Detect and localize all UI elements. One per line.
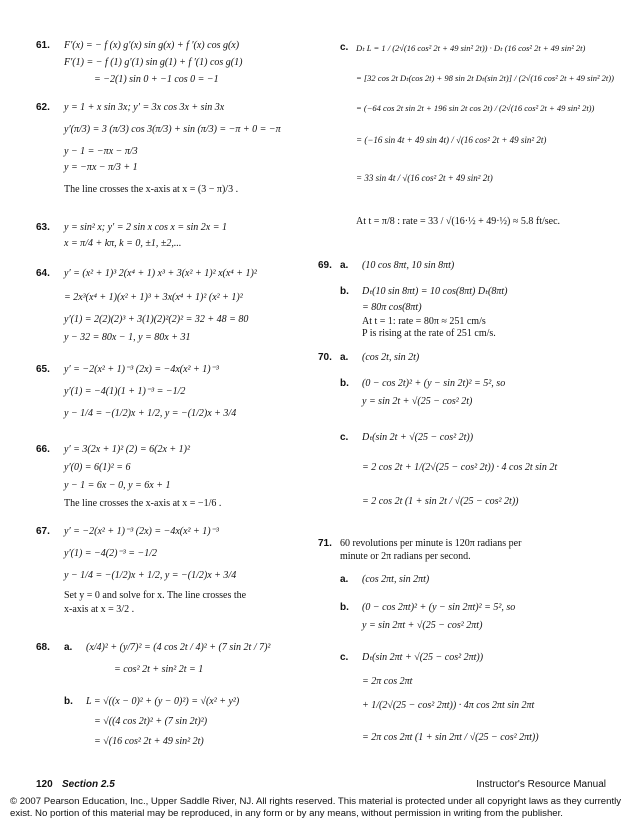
equation-line: F′(1) = − f (1) g′(1) sin g(1) + f ′(1) cos g(1) xyxy=(64,57,243,68)
equation-line: + 1/(2√(25 − cos² 2πt)) · 4π cos 2πt sin 2πt xyxy=(362,700,535,711)
equation-line: y − 1/4 = −(1/2)x + 1/2, y = −(1/2)x + 3/4 xyxy=(64,408,237,419)
text-line: Set y = 0 and solve for x. The line crosses the xyxy=(64,590,247,601)
problem-number: 63. xyxy=(36,222,50,233)
equation-line: = (−64 cos 2t sin 2t + 196 sin 2t cos 2t) / (2√(16 cos² 2t + 49 sin² 2t)) xyxy=(356,103,595,113)
page-number: 120 xyxy=(36,779,53,790)
equation-line: (x/4)² + (y/7)² = (4 cos 2t / 4)² + (7 sin 2t / 7)² xyxy=(86,642,271,653)
text-line: At t = π/8 : rate = 33 / √(16·½ + 49·½) ≈ 5.8 ft/sec. xyxy=(356,216,561,227)
problem-68 xyxy=(36,636,314,756)
subpart-label: b. xyxy=(340,602,349,613)
equation-line: y = sin 2t + √(25 − cos² 2t) xyxy=(362,396,473,407)
equation-line: y − 1 = 6x − 0, y = 6x + 1 xyxy=(64,480,171,491)
equation-line: = −2(1) sin 0 + −1 cos 0 = −1 xyxy=(94,74,219,85)
equation-line: Dₜ(sin 2t + √(25 − cos² 2t)) xyxy=(362,432,474,443)
text-line: P is rising at the rate of 251 cm/s. xyxy=(362,328,496,339)
equation-line: y = sin 2πt + √(25 − cos² 2πt) xyxy=(362,620,483,631)
equation-line: Dₜ(10 sin 8πt) = 10 cos(8πt) Dₜ(8πt) xyxy=(362,286,508,297)
equation-line: (0 − cos 2t)² + (y − sin 2t)² = 5², so xyxy=(362,378,506,389)
section-label: Section 2.5 xyxy=(62,779,115,790)
problem-number: 70. xyxy=(318,352,332,363)
equation-line: y′ = 3(2x + 1)² (2) = 6(2x + 1)² xyxy=(64,444,190,455)
equation-line: = 80π cos(8πt) xyxy=(362,302,422,313)
subpart-label: a. xyxy=(340,352,349,363)
subpart-label: b. xyxy=(64,696,73,707)
subpart-label: c. xyxy=(340,652,349,663)
text-line: At t = 1: rate = 80π ≈ 251 cm/s xyxy=(362,316,486,327)
text-line: x-axis at x = 3/2 . xyxy=(64,604,135,615)
equation-line: = √(16 cos² 2t + 49 sin² 2t) xyxy=(94,736,204,747)
equation-line: y′ = −2(x² + 1)⁻³ (2x) = −4x(x² + 1)⁻³ xyxy=(64,364,219,375)
page-footer xyxy=(36,779,606,793)
equation-line: y = 1 + x sin 3x; y′ = 3x cos 3x + sin 3x xyxy=(64,102,225,113)
equation-line: (0 − cos 2πt)² + (y − sin 2πt)² = 5², so xyxy=(362,602,516,613)
equation-line: y = −πx − π/3 + 1 xyxy=(64,162,138,173)
problem-67 xyxy=(36,524,314,620)
equation-line: = √((4 cos 2t)² + (7 sin 2t)²) xyxy=(94,716,208,727)
problem-63 xyxy=(36,220,314,252)
subpart-label: a. xyxy=(340,260,349,271)
subpart-label: a. xyxy=(340,574,349,585)
equation-line: y′(1) = −4(2)⁻³ = −1/2 xyxy=(64,548,157,559)
problem-62 xyxy=(36,100,314,210)
equation-line: F′(x) = − f (x) g′(x) sin g(x) + f ′(x) cos g(x) xyxy=(64,40,240,51)
equation-line: y′(1) = 2(2)(2)³ + 3(1)(2)²(2)² = 32 + 48 = 80 xyxy=(64,314,249,325)
problem-number: 61. xyxy=(36,40,50,51)
equation-line: = 2x³(x⁴ + 1)(x² + 1)³ + 3x(x⁴ + 1)² (x² + 1)² xyxy=(64,292,243,303)
problem-70 xyxy=(318,350,618,522)
problem-64 xyxy=(36,266,314,346)
equation-line: = 2π cos 2πt (1 + sin 2πt / √(25 − cos² 2πt)) xyxy=(362,732,539,743)
equation-line: = cos² 2t + sin² 2t = 1 xyxy=(114,664,204,675)
problem-71 xyxy=(318,536,618,766)
equation-line: (cos 2t, sin 2t) xyxy=(362,352,420,363)
equation-line: L = √((x − 0)² + (y − 0)²) = √(x² + y²) xyxy=(86,696,240,707)
subpart-label: c. xyxy=(340,42,349,53)
problem-66 xyxy=(36,442,314,512)
problem-number: 67. xyxy=(36,526,50,537)
equation-line: Dₜ L = 1 / (2√(16 cos² 2t + 49 sin² 2t)) · Dₜ (16 cos² 2t + 49 sin² 2t) xyxy=(356,43,586,53)
equation-line: y = sin² x; y′ = 2 sin x cos x = sin 2x = 1 xyxy=(64,222,227,233)
subpart-label: b. xyxy=(340,378,349,389)
equation-line: (10 cos 8πt, 10 sin 8πt) xyxy=(362,260,455,271)
equation-line: x = π/4 + kπ, k = 0, ±1, ±2,... xyxy=(64,238,182,249)
problem-number: 62. xyxy=(36,102,50,113)
equation-line: y′ = −2(x² + 1)⁻³ (2x) = −4x(x² + 1)⁻³ xyxy=(64,526,219,537)
equation-line: Dₜ(sin 2πt + √(25 − cos² 2πt)) xyxy=(362,652,484,663)
problem-number: 69. xyxy=(318,260,332,271)
problem-number: 64. xyxy=(36,268,50,279)
equation-line: y′(1) = −4(1)(1 + 1)⁻³ = −1/2 xyxy=(64,386,186,397)
copyright-notice: © 2007 Pearson Education, Inc., Upper Saddle River, NJ. All rights reserved. This material is protected under all copyright laws as they currently exist. No portion of this material may be reproduced, in any form or by any means, without permission in writing from the publisher. xyxy=(10,796,622,819)
equation-line: = (−16 sin 4t + 49 sin 4t) / √(16 cos² 2t + 49 sin² 2t) xyxy=(356,135,547,145)
text-line: 60 revolutions per minute is 120π radians per xyxy=(340,538,522,549)
equation-line: y′(0) = 6(1)² = 6 xyxy=(64,462,131,473)
subpart-label: a. xyxy=(64,642,73,653)
equation-line: y − 1 = −πx − π/3 xyxy=(64,146,138,157)
problem-68c xyxy=(318,38,618,238)
subpart-label: b. xyxy=(340,286,349,297)
subpart-label: c. xyxy=(340,432,349,443)
equation-line: (cos 2πt, sin 2πt) xyxy=(362,574,430,585)
problem-number: 71. xyxy=(318,538,332,549)
problem-69 xyxy=(318,258,618,342)
problem-number: 65. xyxy=(36,364,50,375)
equation-line: = 2 cos 2t + 1/(2√(25 − cos² 2t)) · 4 cos 2t sin 2t xyxy=(362,462,558,473)
text-line: The line crosses the x-axis at x = −1/6 . xyxy=(64,498,222,509)
equation-line: = 33 sin 4t / √(16 cos² 2t + 49 sin² 2t) xyxy=(356,173,493,183)
equation-line: y′ = (x² + 1)³ 2(x⁴ + 1) x³ + 3(x² + 1)² x(x⁴ + 1)² xyxy=(64,268,257,279)
problem-number: 66. xyxy=(36,444,50,455)
equation-line: = 2π cos 2πt xyxy=(362,676,413,687)
text-line: minute or 2π radians per second. xyxy=(340,551,471,562)
equation-line: = [32 cos 2t Dₜ(cos 2t) + 98 sin 2t Dₜ(sin 2t)] / (2√(16 cos² 2t + 49 sin² 2t)) xyxy=(356,73,614,83)
problem-number: 68. xyxy=(36,642,50,653)
problem-61 xyxy=(36,38,314,94)
equation-line: y − 32 = 80x − 1, y = 80x + 31 xyxy=(64,332,191,343)
text-line: The line crosses the x-axis at x = (3 − π)/3 . xyxy=(64,184,239,195)
equation-line: y − 1/4 = −(1/2)x + 1/2, y = −(1/2)x + 3/4 xyxy=(64,570,237,581)
problem-65 xyxy=(36,362,314,422)
manual-title: Instructor's Resource Manual xyxy=(476,779,606,790)
equation-line: = 2 cos 2t (1 + sin 2t / √(25 − cos² 2t)) xyxy=(362,496,519,507)
equation-line: y′(π/3) = 3 (π/3) cos 3(π/3) + sin (π/3) = −π + 0 = −π xyxy=(64,124,281,135)
